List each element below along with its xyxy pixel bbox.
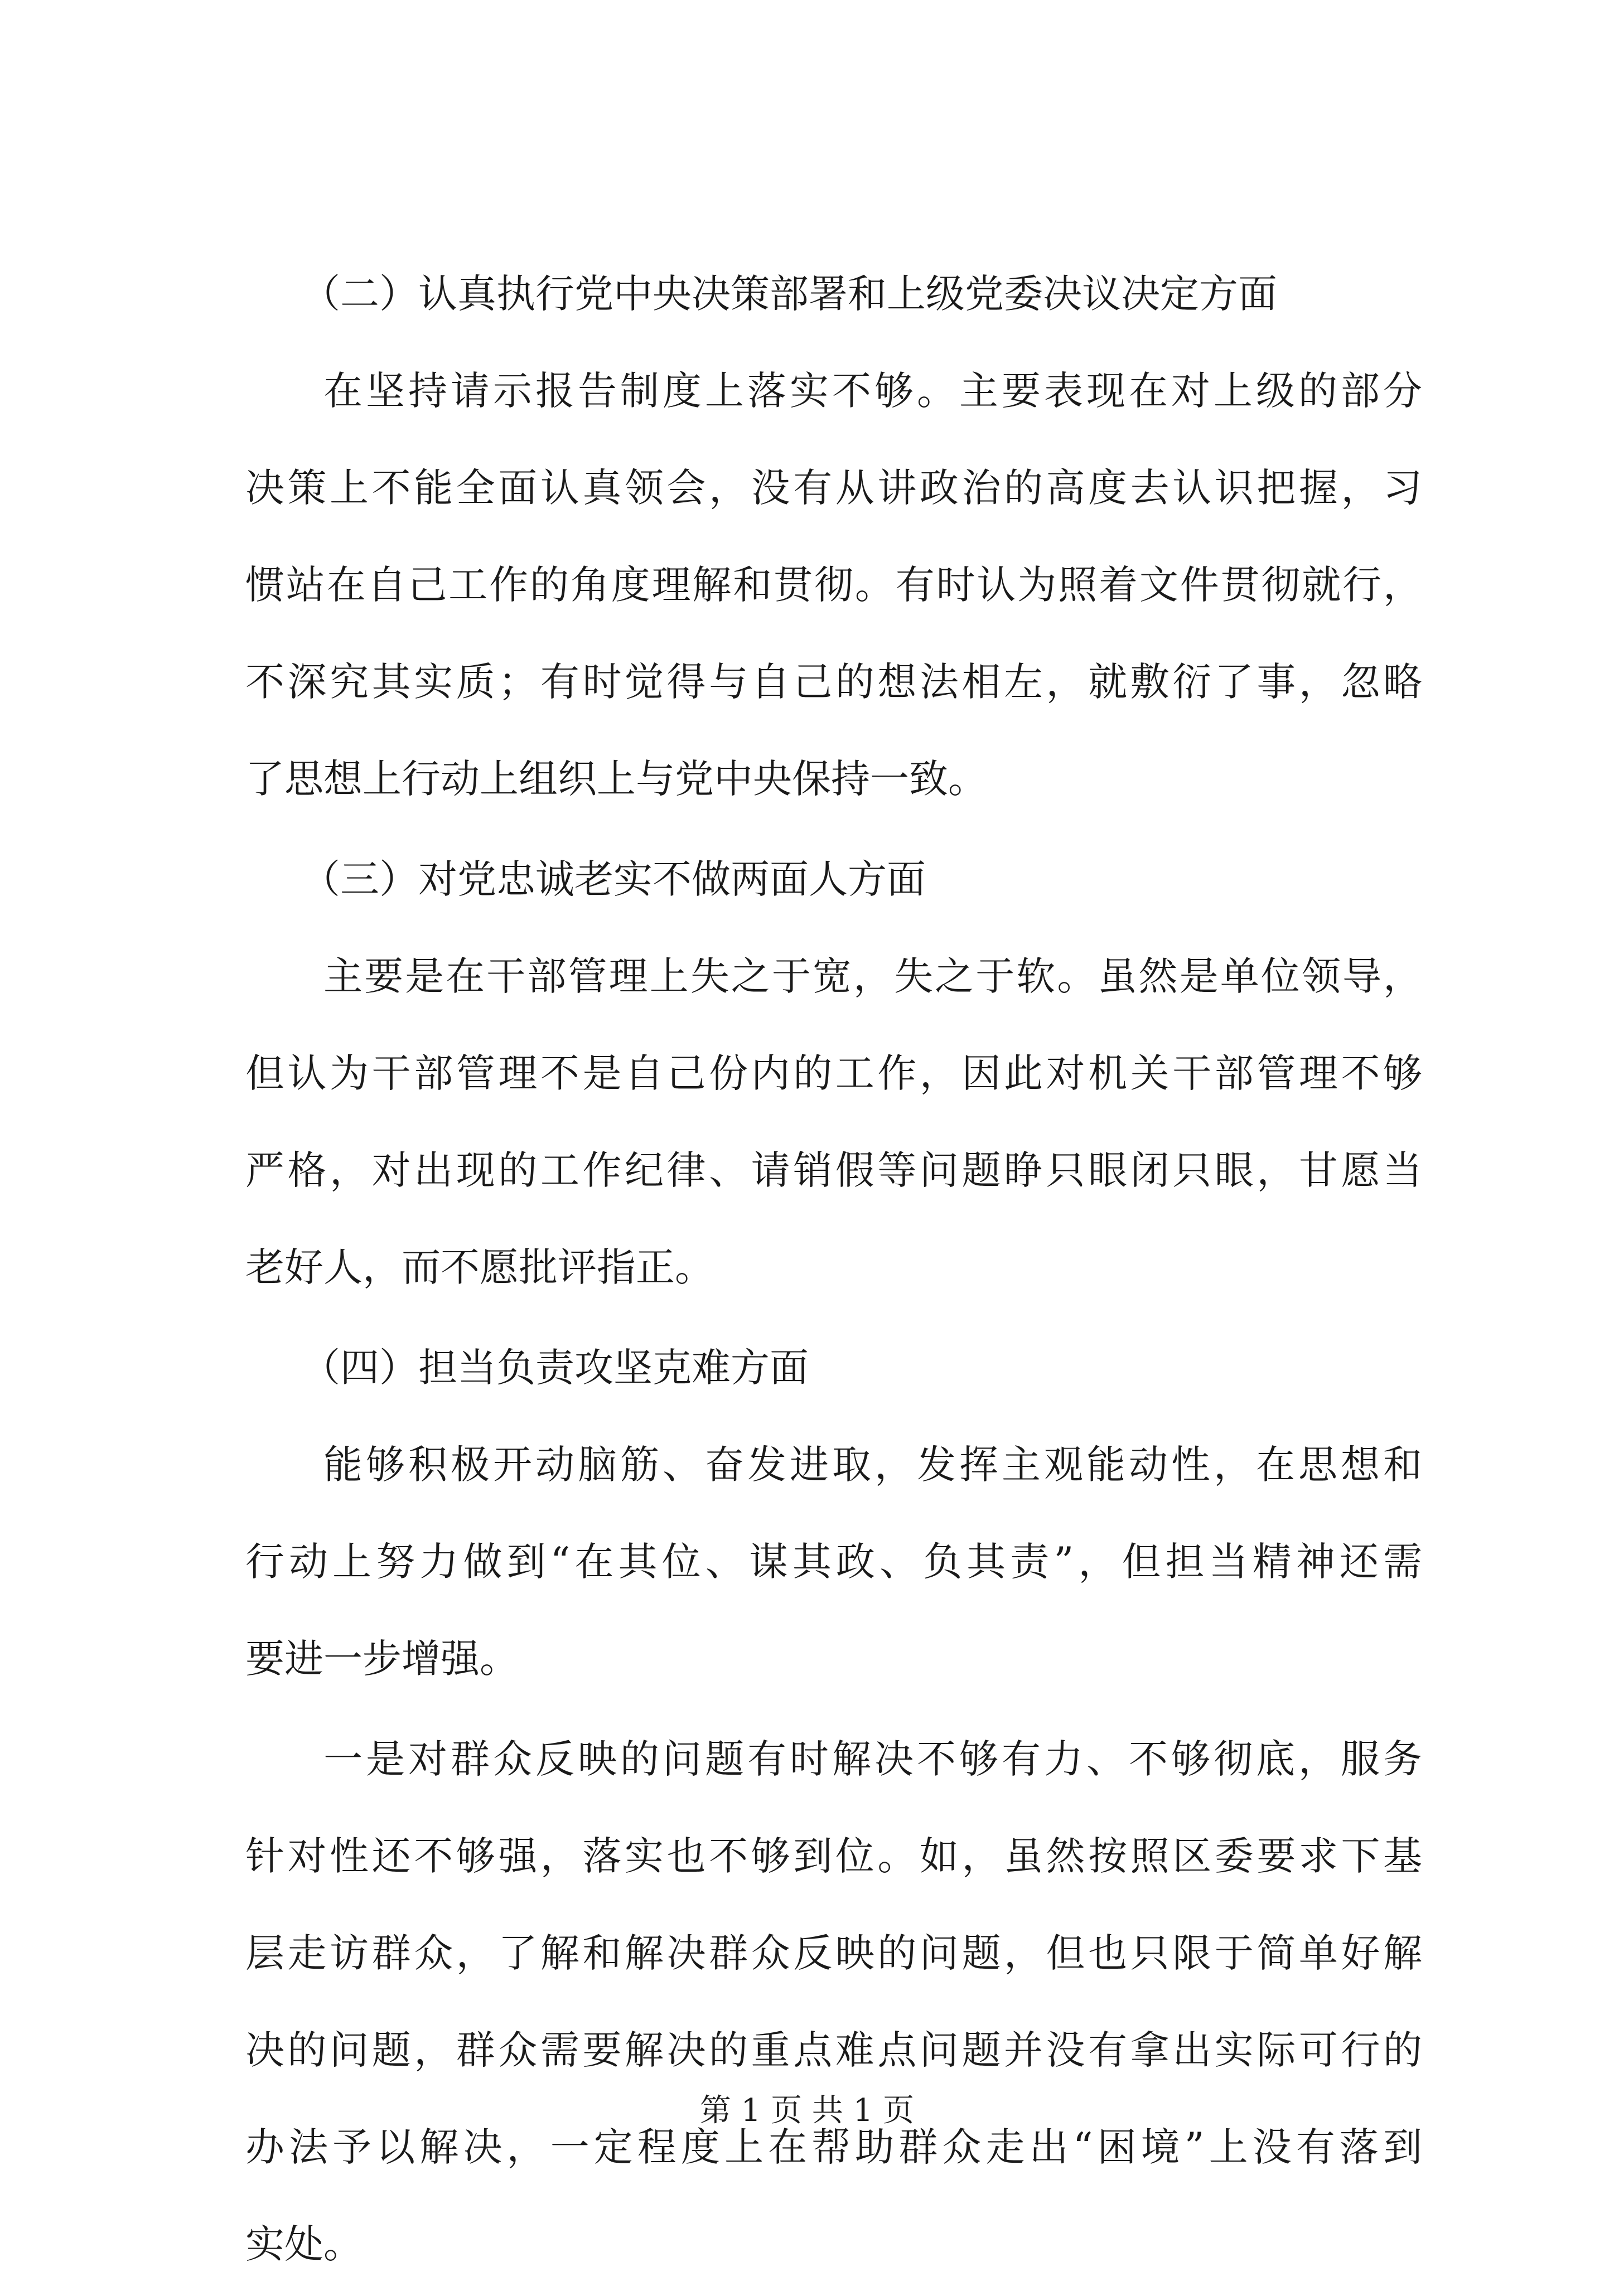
paragraph-line: 要进一步增强。 <box>245 1636 519 1682</box>
paragraph-line: 行动上努力做到“在其位、谋其政、负其责”，但担当精神还需 <box>245 1539 1422 1585</box>
paragraph-line: 不深究其实质；有时觉得与自己的想法相左，就敷衍了事，忽略 <box>245 659 1422 705</box>
paragraph-line: 但认为干部管理不是自己份内的工作，因此对机关干部管理不够 <box>245 1050 1422 1096</box>
section-heading: （四）担当负责攻坚克难方面 <box>301 1345 809 1391</box>
paragraph-line: 针对性还不够强，落实也不够到位。如，虽然按照区委要求下基 <box>245 1833 1422 1879</box>
section-heading: （二）认真执行党中央决策部署和上级党委决议决定方面 <box>301 271 1277 317</box>
paragraph-line: 层走访群众，了解和解决群众反映的问题，但也只限于简单好解 <box>245 1930 1422 1976</box>
paragraph-line: 惯站在自己工作的角度理解和贯彻。有时认为照着文件贯彻就行， <box>245 562 1422 608</box>
paragraph-line: 老好人，而不愿批评指正。 <box>245 1244 714 1290</box>
paragraph-line: 决策上不能全面认真领会，没有从讲政治的高度去认识把握，习 <box>245 465 1422 511</box>
paragraph-line: 能够积极开动脑筋、奋发进取，发挥主观能动性，在思想和 <box>323 1442 1422 1488</box>
document-body <box>245 245 1422 2296</box>
paragraph-line: 决的问题，群众需要解决的重点难点问题并没有拿出实际可行的 <box>245 2027 1422 2073</box>
page-number: 第 1 页 共 1 页 <box>699 2092 915 2129</box>
paragraph-line: 在坚持请示报告制度上落实不够。主要表现在对上级的部分 <box>323 368 1422 414</box>
paragraph-line: 主要是在干部管理上失之于宽，失之于软。虽然是单位领导， <box>323 953 1422 999</box>
section-heading: （三）对党忠诚老实不做两面人方面 <box>301 856 926 902</box>
paragraph-line: 严格，对出现的工作纪律、请销假等问题睁只眼闭只眼，甘愿当 <box>245 1147 1422 1193</box>
paragraph-line: 一是对群众反映的问题有时解决不够有力、不够彻底，服务 <box>323 1736 1422 1782</box>
paragraph-line: 实处。 <box>245 2221 363 2267</box>
paragraph-line: 办法予以解决，一定程度上在帮助群众走出“困境”上没有落到 <box>245 2124 1422 2170</box>
paragraph-line: 了思想上行动上组织上与党中央保持一致。 <box>245 756 987 802</box>
